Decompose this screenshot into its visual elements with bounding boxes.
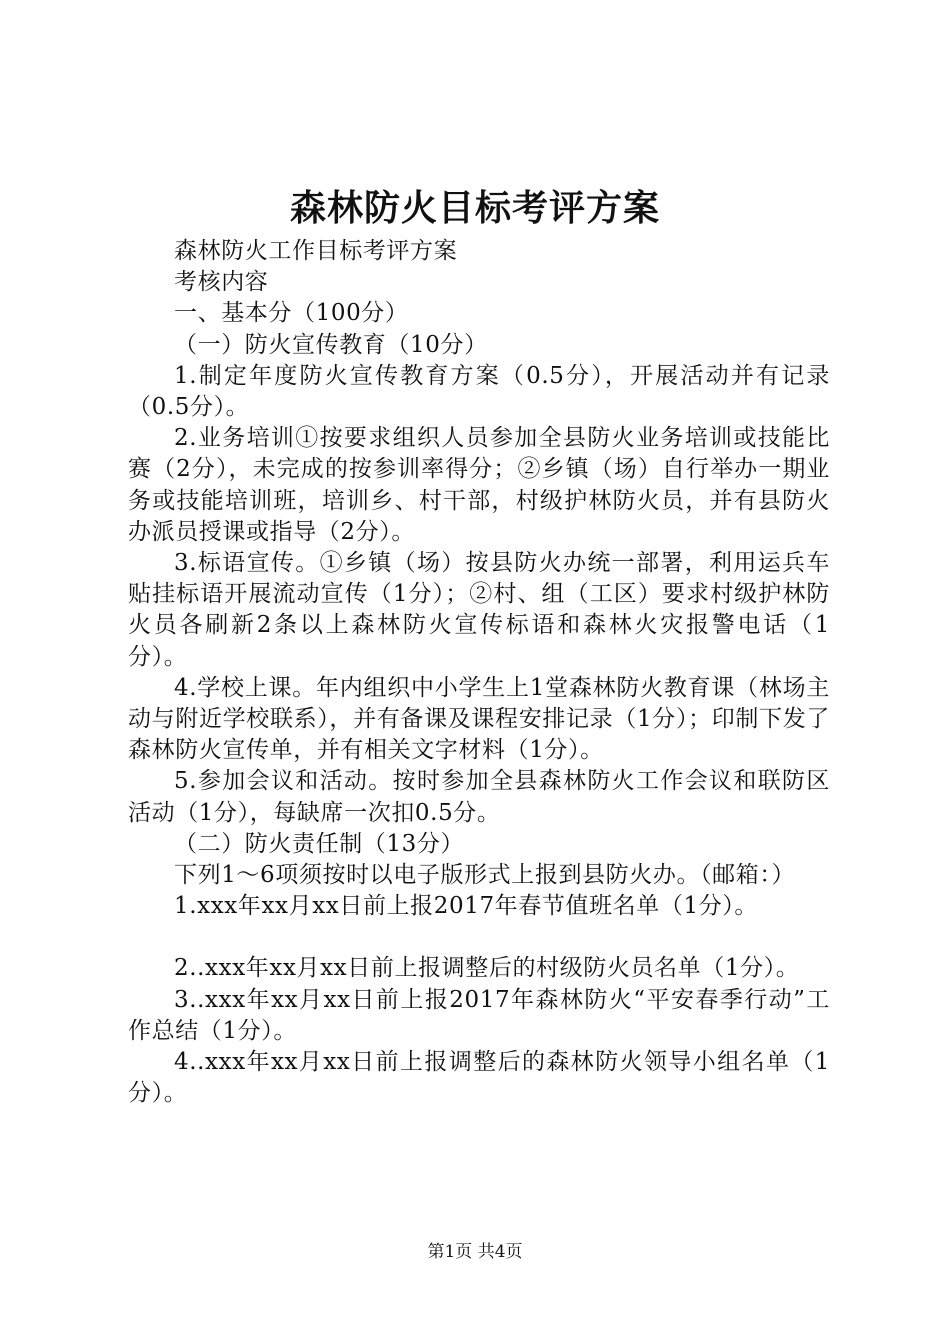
paragraph-item-3: 3.标语宣传。①乡镇（场）按县防火办统一部署，利用运兵车贴挂标语开展流动宣传（1分）；②村、组（工区）要求村级护林防火员各刷新2条以上森林防火宣传标语和森林火灾报警电话（1分）。 [128, 550, 830, 670]
paragraph-report-1: 1.xxx年xx月xx日前上报2017年春节值班名单（1分）。 [174, 893, 759, 920]
paragraph-item-2: 2.业务培训①按要求组织人员参加全县防火业务培训或技能比赛（2分），未完成的按参训率得分；②乡镇（场）自行举办一期业务或技能培训班，培训乡、村干部，村级护林防火员，并有县防火办派员授课或指导（2分）。 [128, 425, 830, 545]
paragraph-report-2: 2..xxx年xx月xx日前上报调整后的村级防火员名单（1分）。 [174, 955, 800, 982]
paragraph-subtitle: 森林防火工作目标考评方案 [174, 238, 458, 264]
paragraph-report-note: 下列1～6项须按时以电子版形式上报到县防火办。（邮箱：） [174, 862, 796, 889]
paragraph-basic-score: 一、基本分（100分） [174, 300, 409, 327]
paragraph-section-heading: 考核内容 [174, 269, 269, 296]
paragraph-subsection-2: （二）防火责任制（13分） [174, 830, 465, 857]
page-footer: 第1页 共4页 [427, 1242, 523, 1262]
paragraph-item-1: 1.制定年度防火宣传教育方案（0.5分），开展活动并有记录（0.5分）。 [128, 362, 830, 421]
paragraph-report-4: 4..xxx年xx月xx日前上报调整后的森林防火领导小组名单（1分）。 [128, 1049, 830, 1107]
paragraph-subsection-1: （一）防火宣传教育（10分） [174, 331, 488, 358]
document-body [128, 236, 830, 1109]
paragraph-item-4: 4.学校上课。年内组织中小学生上1堂森林防火教育课（林场主动与附近学校联系），并有备课及课程安排记录（1分）；印制下发了森林防火宣传单，并有相关文字材料（1分）。 [128, 674, 830, 764]
paragraph-report-3: 3..xxx年xx月xx日前上报2017年森林防火“平安春季行动”工作总结（1分）。 [128, 986, 830, 1044]
document-title: 森林防火目标考评方案 [289, 187, 660, 229]
paragraph-item-5: 5.参加会议和活动。按时参加全县森林防火工作会议和联防区活动（1分），每缺席一次扣0.5分。 [128, 768, 830, 826]
